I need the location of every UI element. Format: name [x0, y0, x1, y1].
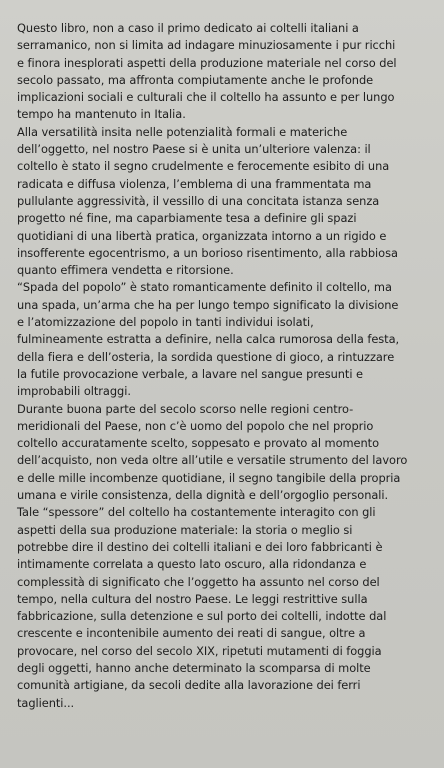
- text-line: insofferente egocentrismo, a un borioso risentimento, alla rabbiosa: [17, 245, 398, 260]
- text-line: secolo passato, ma affronta compiutamente anche le profonde: [17, 72, 374, 87]
- text-line: pullulante aggressività, il vessillo di una concitata istanza senza: [17, 193, 380, 208]
- text-line: potrebbe dire il destino dei coltelli italiani e dei loro fabbricanti è: [17, 539, 383, 554]
- text-line: progetto né fine, ma caparbiamente tesa a definire gli spazi: [17, 211, 357, 226]
- text-line: “Spada del popolo” è stato romanticamente definito il coltello, ma: [17, 280, 392, 295]
- text-line: e l’atomizzazione del popolo in tanti individui isolati,: [17, 315, 314, 330]
- text-line: dell’oggetto, nel nostro Paese si è unita un’ulteriore valenza: il: [17, 142, 371, 157]
- text-line: umana e virile consistenza, della dignità e dell’orgoglio personali.: [17, 488, 389, 503]
- text-line: tempo ha mantenuto in Italia.: [17, 107, 186, 122]
- text-line: aspetti della sua produzione materiale: la storia o meglio si: [17, 522, 353, 537]
- text-line: taglienti...: [17, 695, 75, 710]
- text-line: radicata e diffusa violenza, l’emblema di una frammentata ma: [17, 176, 372, 191]
- text-line: coltello è stato il segno crudelmente e ferocemente esibito di una: [17, 159, 390, 174]
- text-line: meridionali del Paese, non c’è uomo del popolo che nel proprio: [17, 418, 374, 433]
- text-line: implicazioni sociali e culturali che il coltello ha assunto e per lungo: [17, 90, 395, 105]
- paragraph-4: [17, 401, 432, 505]
- text-line: la futile provocazione verbale, a lavare nel sangue presunti e: [17, 366, 363, 381]
- text-line: e finora inesplorati aspetti della produzione materiale nel corso del: [17, 55, 397, 70]
- paragraph-3: [17, 279, 432, 400]
- text-line: degli oggetti, hanno anche determinato la scomparsa di molte: [17, 660, 371, 675]
- text-line: Questo libro, non a caso il primo dedicato ai coltelli italiani a: [17, 21, 359, 35]
- text-line: Durante buona parte del secolo scorso nelle regioni centro-: [17, 401, 354, 416]
- text-line: serramanico, non si limita ad indagare minuziosamente i pur ricchi: [17, 38, 396, 53]
- text-line: Tale “spessore” del coltello ha costantemente interagito con gli: [17, 505, 376, 520]
- paragraph-5: [17, 504, 432, 712]
- text-line: provocare, nel corso del secolo XIX, ripetuti mutamenti di foggia: [17, 643, 382, 658]
- text-line: quanto effimera vendetta e ritorsione.: [17, 263, 234, 278]
- text-line: dell’acquisto, non veda oltre all’utile e versatile strumento del lavoro: [17, 453, 408, 468]
- paragraph-1: [17, 20, 432, 124]
- text-line: della fiera e dell’osteria, la sordida questione di gioco, a rintuzzare: [17, 349, 395, 364]
- text-line: fabbricazione, sulla detenzione e sul porto dei coltelli, indotte dal: [17, 609, 387, 624]
- text-line: e delle mille incombenze quotidiane, il segno tangibile della propria: [17, 470, 401, 485]
- paragraph-2: [17, 124, 432, 280]
- text-line: comunità artigiane, da secoli dedite alla lavorazione dei ferri: [17, 678, 361, 693]
- text-line: intimamente correlata a questo lato oscuro, alla ridondanza e: [17, 557, 367, 572]
- text-line: una spada, un’arma che ha per lungo tempo significato la divisione: [17, 297, 399, 312]
- text-line: complessità di significato che l’oggetto ha assunto nel corso del: [17, 574, 380, 589]
- text-line: improbabili oltraggi.: [17, 384, 131, 399]
- text-line: fulmineamente estratta a definire, nella calca rumorosa della festa,: [17, 332, 400, 347]
- text-line: Alla versatilità insita nelle potenzialità formali e materiche: [17, 124, 348, 139]
- text-line: quotidiani di una libertà pratica, organizzata intorno a un rigido e: [17, 228, 387, 243]
- text-line: coltello accuratamente scelto, soppesato e provato al momento: [17, 436, 380, 451]
- text-line: tempo, nella cultura del nostro Paese. Le leggi restrittive sulla: [17, 591, 368, 606]
- text-line: crescente e incontenibile aumento dei reati di sangue, oltre a: [17, 626, 366, 641]
